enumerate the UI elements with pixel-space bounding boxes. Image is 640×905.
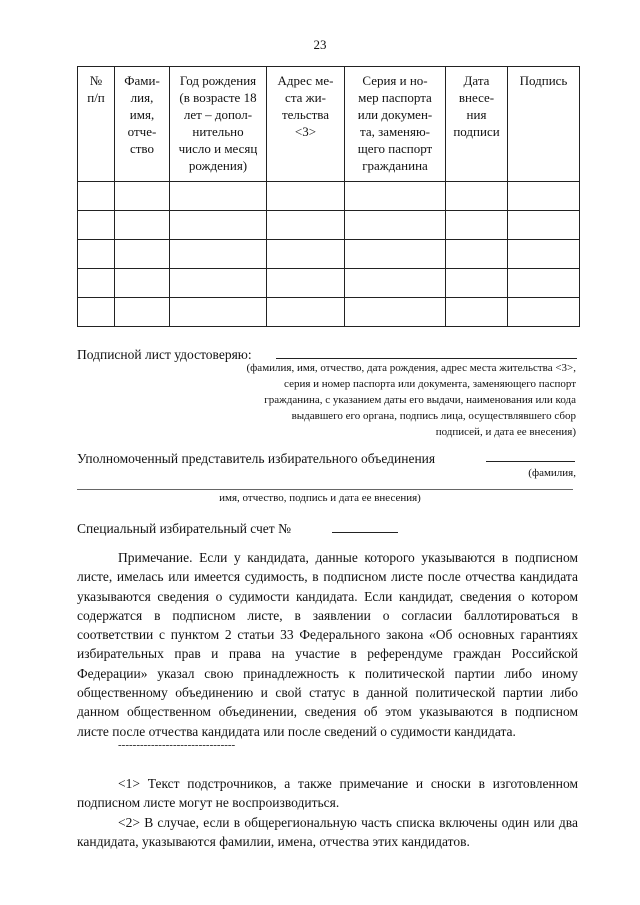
representative-label: Уполномоченный представитель избирательного объединения [77, 451, 436, 466]
table-cell [267, 269, 345, 298]
table-row [78, 240, 580, 269]
table-cell [115, 182, 170, 211]
table-cell [446, 211, 508, 240]
table-cell [345, 182, 446, 211]
hint-line: подписей, и дата ее внесения) [435, 426, 576, 438]
table-cell [345, 269, 446, 298]
hint-line: серия и номер паспорта или документа, заменяющего паспорт [284, 378, 576, 390]
table-cell [345, 298, 446, 327]
note-paragraph: Примечание. Если у кандидата, данные которого указываются в подписном листе, имелась или имеется судимость, в подписном листе после отчества кандидата указываются сведения о судимости кандидата. Если кандидат, сведения о котором содержатся в подписном листе, в заявлении о согласии баллотироваться в соответствии с пунктом 2 статьи 33 Федерального закона «Об основных гарантиях избирательных прав и права на участие в референдуме граждан Российской Федерации» указал свою принадлежность к политической партии либо иному общественному объединению и свой статус в данной политической партии либо данном общественном объединении, сведения об этом указываются в подписном листе после отчества кандидата или после сведений о судимости кандидата. [77, 550, 578, 739]
table-row [78, 211, 580, 240]
certification-hint [156, 360, 576, 440]
col-header-name [115, 67, 170, 182]
header-line: № [89, 73, 103, 88]
col-header-number [78, 67, 115, 182]
representative-hint-1: (фамилия, [528, 467, 576, 479]
table-header-row [78, 67, 580, 182]
table-cell [170, 298, 267, 327]
header-line: щего паспорт [357, 141, 433, 156]
certification-blank-line [276, 358, 577, 359]
footnote-2: <2> В случае, если в общерегиональную часть списка включены один или два кандидата, указываются фамилии, имена, отчества этих кандидатов. [77, 815, 578, 850]
table-cell [78, 182, 115, 211]
table-cell [78, 298, 115, 327]
header-line: тельства [281, 107, 330, 122]
table-cell [345, 240, 446, 269]
table-cell [446, 240, 508, 269]
table-cell [78, 269, 115, 298]
col-header-passport [345, 67, 446, 182]
table-cell [508, 298, 580, 327]
certification-label: Подписной лист удостоверяю: [77, 347, 252, 362]
col-header-birth-year [170, 67, 267, 182]
header-line: отче- [127, 124, 157, 139]
table-cell [170, 240, 267, 269]
table-row [78, 269, 580, 298]
footnote-separator: -------------------------------- [118, 739, 236, 751]
table-cell [508, 182, 580, 211]
table-cell [170, 211, 267, 240]
account-label: Специальный избирательный счет № [77, 521, 291, 536]
table-cell [115, 211, 170, 240]
header-line: Год рождения [179, 73, 257, 88]
header-line: лет – допол- [183, 107, 253, 122]
header-line: рождения) [188, 158, 248, 173]
header-line: Серия и но- [362, 73, 428, 88]
header-line: та, заменяю- [360, 124, 430, 139]
footnote-1: <1> Текст подстрочников, а также примечание и сноски в изготовленном подписном листе могут не воспроизводиться. [77, 776, 578, 811]
header-line: нительно [192, 124, 244, 139]
table-cell [267, 240, 345, 269]
hint-line: выдавшего его органа, подпись лица, осуществлявшего сбор [291, 410, 576, 422]
header-line: Подпись [519, 73, 568, 88]
header-line: (в возрасте 18 [179, 90, 257, 105]
table-cell [170, 269, 267, 298]
header-line: Адрес ме- [277, 73, 334, 88]
table-cell [446, 298, 508, 327]
table-cell [508, 269, 580, 298]
page-number: 23 [313, 37, 327, 52]
header-line: п/п [87, 90, 105, 105]
header-line: внесе- [458, 90, 495, 105]
header-line: число и месяц [178, 141, 258, 156]
table-cell [267, 211, 345, 240]
header-line: мер паспорта [358, 90, 432, 105]
header-line: ство [129, 141, 154, 156]
header-line: Фами- [124, 73, 160, 88]
table-cell [508, 211, 580, 240]
header-line: <3> [294, 124, 317, 139]
table-cell [78, 211, 115, 240]
table-cell [345, 211, 446, 240]
table-cell [446, 269, 508, 298]
col-header-signature-date [446, 67, 508, 182]
account-blank-line [332, 532, 398, 533]
table-cell [267, 182, 345, 211]
header-line: имя, [129, 107, 155, 122]
table-cell [446, 182, 508, 211]
table-cell [115, 240, 170, 269]
table-cell [170, 182, 267, 211]
signature-table [77, 66, 580, 327]
table-cell [508, 240, 580, 269]
representative-hint-2: имя, отчество, подпись и дата ее внесения) [219, 492, 421, 504]
table-row [78, 298, 580, 327]
header-line: ния [466, 107, 487, 122]
hint-line: (фамилия, имя, отчество, дата рождения, адрес места жительства <3>, [246, 362, 576, 374]
header-line: гражданина [362, 158, 428, 173]
col-header-signature [508, 67, 580, 182]
table-cell [78, 240, 115, 269]
header-line: или докумен- [357, 107, 433, 122]
header-line: Дата [463, 73, 490, 88]
table-cell [115, 298, 170, 327]
col-header-address [267, 67, 345, 182]
representative-blank-line [486, 461, 575, 462]
table-row [78, 182, 580, 211]
header-line: лия, [130, 90, 154, 105]
table-cell [267, 298, 345, 327]
header-line: ста жи- [285, 90, 326, 105]
hint-line: гражданина, с указанием даты его выдачи, наименования или кода [264, 394, 576, 406]
table-cell [115, 269, 170, 298]
header-line: подписи [453, 124, 500, 139]
